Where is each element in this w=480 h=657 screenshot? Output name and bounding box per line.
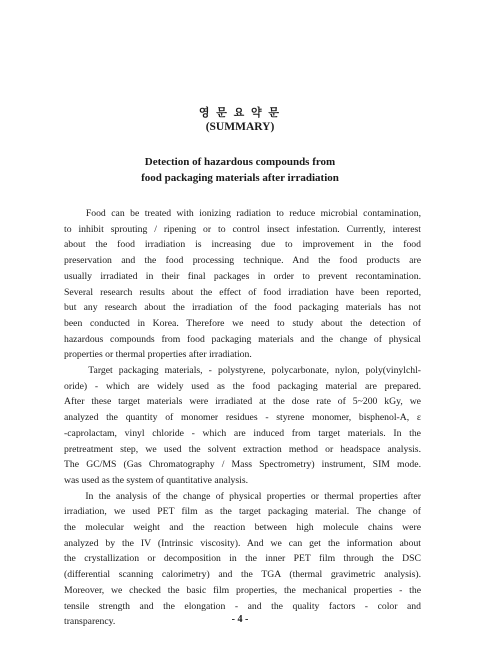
- document-title-line: food packaging materials after irradiation: [141, 172, 339, 184]
- body-line: Target packaging materials, - polystyrene, polycarbonate, nylon, poly(vinylchl-: [64, 365, 422, 377]
- body-line: to inhibit sprouting / ripening or to control insect infestation. Currently, interest: [64, 223, 421, 235]
- body-line: preservation and the food processing technique. And the food products are: [64, 255, 421, 267]
- body-line: The GC/MS (Gas Chromatography / Mass Spectrometry) instrument, SIM mode.: [64, 459, 421, 471]
- body-line: (differential scanning calorimetry) and the TGA (thermal gravimetric analysis).: [64, 569, 421, 581]
- body-line: about the food irradiation is increasing due to improvement in the food: [64, 239, 421, 251]
- body-line: usually irradiated in their final packages in order to prevent recontamination.: [64, 270, 421, 282]
- body-line: irradiation, we used PET film as the target packaging material. The change of: [64, 506, 421, 518]
- body-line: analyzed by the IV (Intrinsic viscosity). And we can get the information about: [64, 537, 421, 549]
- document-title: [0, 154, 480, 186]
- korean-summary-heading: 영 문 요 약 문: [198, 107, 282, 119]
- body-line: transparency.: [64, 616, 116, 628]
- body-paragraph: [64, 206, 421, 363]
- summary-body: [64, 206, 421, 630]
- body-line: the crystallization or decomposition in the inner PET film through the DSC: [64, 553, 421, 565]
- page-number: - 4 -: [231, 614, 249, 625]
- body-line: the molecular weight and the reaction between high molecule chains were: [64, 522, 421, 534]
- body-line: In the analysis of the change of physical properties or thermal properties after: [64, 490, 421, 502]
- summary-heading: (SUMMARY): [205, 121, 275, 133]
- body-line: pretreatment step, we used the solvent extraction method or headspace analysis.: [64, 443, 421, 455]
- body-line: tensile strength and the elongation - and the quality factors - color and: [64, 600, 421, 612]
- body-line: Several research results about the effect of food irradiation have been reported,: [64, 286, 421, 298]
- body-line: properties or thermal properties after irradiation.: [64, 349, 252, 361]
- document-title-line: Detection of hazardous compounds from: [144, 156, 336, 168]
- body-line: After these target materials were irradiated at the dose rate of 5~200 kGy, we: [64, 396, 421, 408]
- body-paragraph: [64, 489, 421, 630]
- body-line: -caprolactam, vinyl chloride - which are induced from target materials. In the: [64, 427, 421, 439]
- body-line: Food can be treated with ionizing radiation to reduce microbial contamination,: [64, 208, 422, 219]
- body-line: hazardous compounds from food packaging materials and the change of physical: [64, 333, 421, 345]
- body-line: was used as the system of quantitative analysis.: [64, 474, 249, 486]
- body-paragraph: [64, 363, 421, 489]
- body-line: been conducted in Korea. Therefore we need to study about the detection of: [64, 317, 421, 329]
- body-line: but any research about the irradiation of the food packaging materials has not: [64, 302, 421, 314]
- body-line: oride) - which are widely used as the food packaging material are prepared.: [64, 380, 421, 392]
- body-line: analyzed the quantity of monomer residues - styrene monomer, bisphenol-A, ε: [64, 412, 421, 424]
- body-line: Moreover, we checked the basic film properties, the mechanical properties - the: [64, 584, 421, 596]
